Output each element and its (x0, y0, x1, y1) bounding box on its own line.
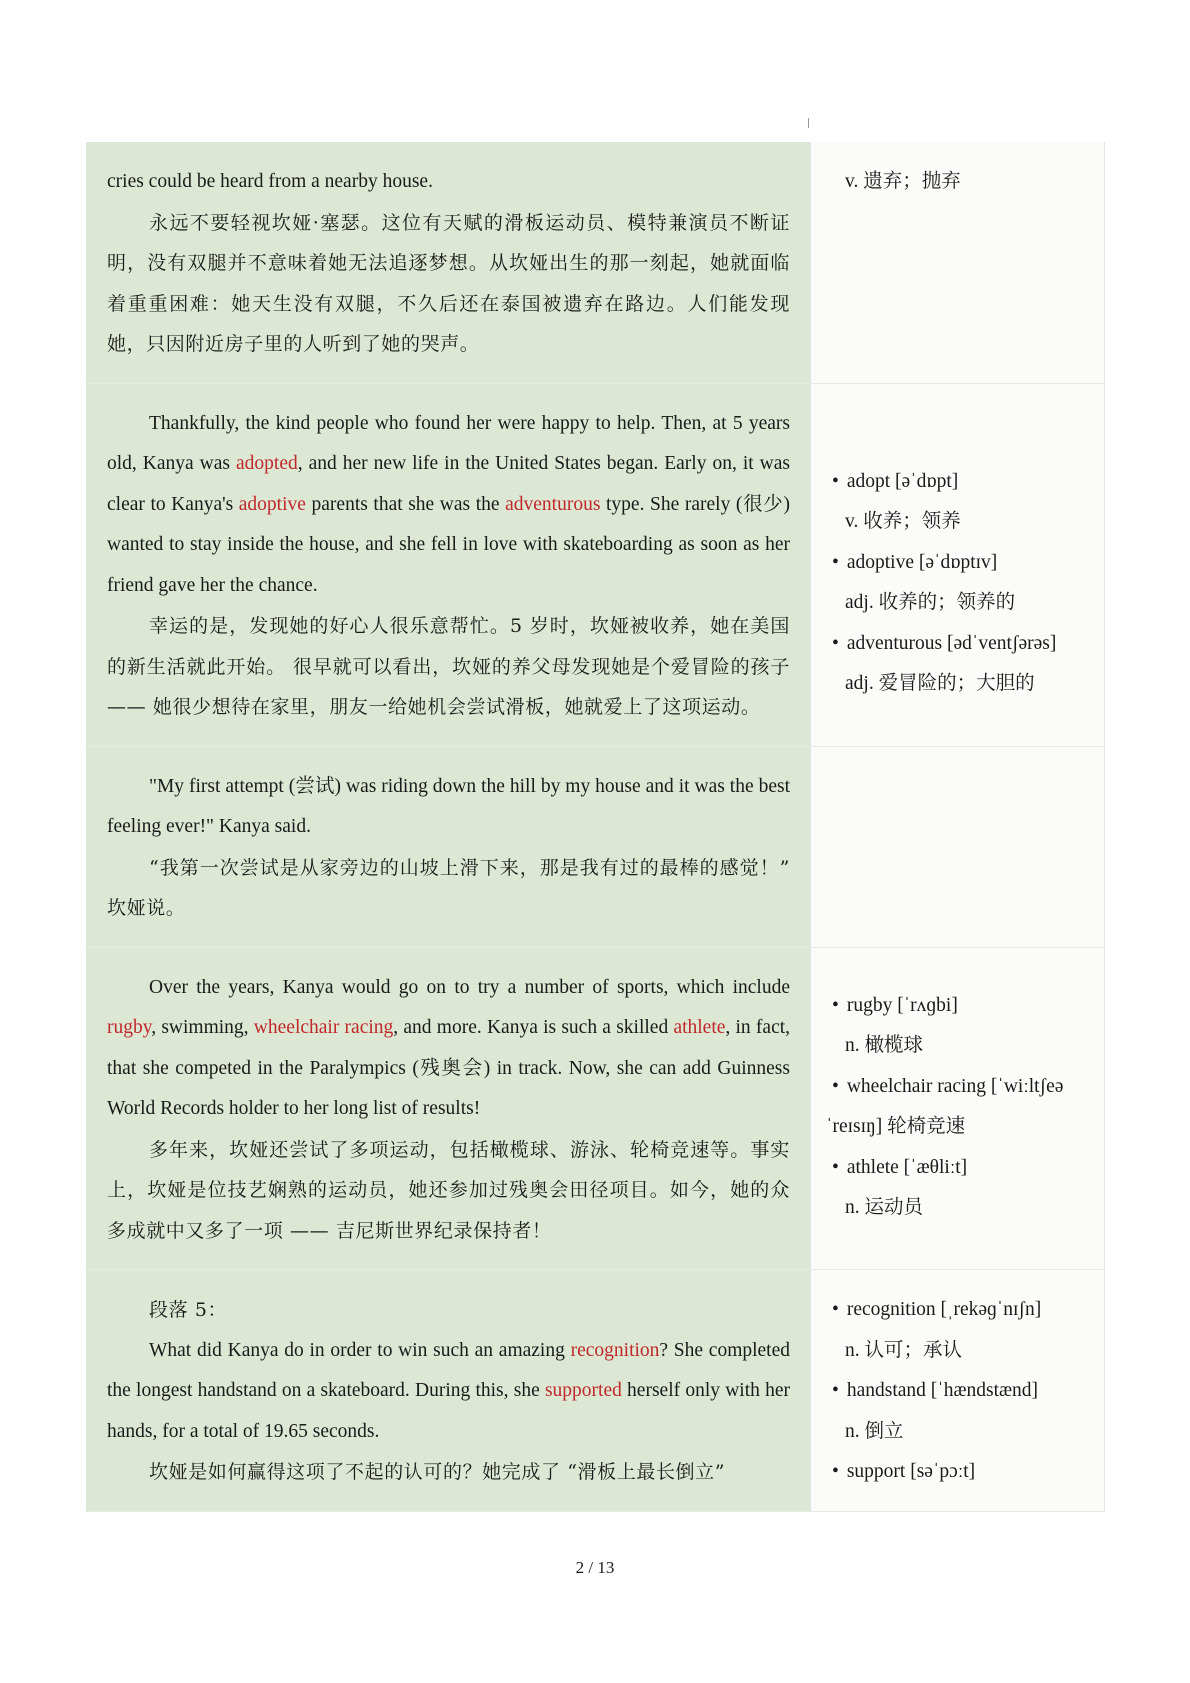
bilingual-reading-table (86, 142, 1105, 1512)
text-run: Over the years, Kanya would go on to try a number of sports, which include (149, 976, 790, 998)
passage-cell (86, 948, 810, 1270)
text-run: 段落 5： (149, 1299, 228, 1321)
vocab-text: n. 运动员 (845, 1197, 924, 1218)
english-paragraph (107, 162, 790, 203)
vocab-text: athlete [ˈæθliːt] (846, 1156, 968, 1178)
vocab-text: n. 倒立 (845, 1420, 904, 1442)
vocabulary-cell (810, 142, 1105, 383)
vocab-text: adj. 收养的；领养的 (845, 592, 1016, 613)
text-run: type. She rarely (很少) wanted to stay inside the house, and she fell in love with skateboarding as soon as her friend gave her the chance. (107, 493, 790, 596)
vocab-text: adopt [əˈdɒpt] (846, 470, 959, 492)
text-run: parents that she was the (305, 493, 506, 515)
vocab-definition (832, 1188, 1098, 1229)
vocab-text: n. 认可；承认 (845, 1339, 963, 1361)
highlighted-vocab-word: adventurous (505, 493, 601, 515)
vocab-entry (832, 543, 1098, 584)
passage-cell (86, 747, 810, 947)
highlighted-vocab-word: adopted (236, 453, 298, 474)
passage-cell (86, 142, 810, 383)
bullet-icon: • (832, 1299, 839, 1320)
text-run: Thankfully, the kind people who found her were happy to help. Then, at 5 years old, Kanya was (107, 412, 790, 474)
table-row (86, 747, 1105, 948)
table-row (86, 384, 1105, 747)
text-run: ? She completed the longest handstand on a skateboard. During this, she (107, 1339, 791, 1401)
text-run: 多年来，坎娅还尝试了多项运动，包括橄榄球、游泳、轮椅竞速等。事实上，坎娅是位技艺娴熟的运动员，她还参加过残奥会田径项目。如今，她的众多成就中又多了一项 —— 吉尼斯世界纪录保持者！ (107, 1138, 790, 1242)
bullet-icon: • (832, 994, 839, 1016)
vocab-entry (832, 624, 1098, 665)
vocab-definition (832, 1026, 1098, 1067)
english-paragraph (107, 1331, 790, 1453)
vocab-definition (832, 1412, 1098, 1453)
bullet-icon: • (832, 632, 839, 654)
vocab-entry (832, 1290, 1098, 1331)
chinese-paragraph (107, 606, 790, 728)
vocab-text: v. 收养；领养 (845, 511, 961, 532)
text-run: , and more. Kanya is such a skilled (393, 1017, 674, 1038)
english-paragraph (107, 404, 790, 607)
vocab-definition (826, 1107, 1098, 1148)
text-run: , in fact, that she competed in the Paralympics (残奥会) in track. Now, she can add Guinness World Records holder to her long list of results! (107, 1017, 791, 1119)
bullet-icon: • (832, 1075, 839, 1097)
text-run: 坎娅是如何赢得这项了不起的认可的？她完成了 “滑板上最长倒立” (149, 1461, 726, 1483)
page-number: 2 / 13 (575, 1558, 615, 1577)
english-paragraph (107, 968, 790, 1130)
chinese-paragraph (107, 1130, 790, 1252)
vocab-entry (832, 462, 1098, 503)
vocab-text: ˈreɪsɪŋ] 轮椅竞速 (826, 1116, 966, 1137)
vocab-entry (832, 1371, 1098, 1412)
text-run: What did Kanya do in order to win such an amazing (149, 1339, 571, 1361)
highlighted-vocab-word: supported (544, 1380, 622, 1401)
passage-cell (86, 384, 810, 746)
highlighted-vocab-word: rugby (107, 1017, 152, 1038)
chinese-paragraph (107, 1290, 790, 1331)
text-run: cries could be heard from a nearby house. (107, 171, 433, 192)
highlighted-vocab-word: wheelchair racing (253, 1017, 394, 1038)
text-run: “我第一次尝试是从家旁边的山坡上滑下来，那是我有过的最棒的感觉！” 坎娅说。 (107, 856, 790, 919)
table-row (86, 948, 1105, 1271)
vocab-entry (832, 986, 1098, 1027)
chinese-paragraph (107, 203, 790, 365)
chinese-paragraph (107, 1452, 790, 1493)
vocab-definition (832, 583, 1098, 624)
bullet-icon: • (832, 1461, 839, 1482)
vocab-text: support [səˈpɔːt] (846, 1461, 976, 1482)
vocab-text: adj. 爱冒险的；大胆的 (845, 673, 1035, 694)
bullet-icon: • (832, 470, 839, 492)
vocab-definition (832, 1331, 1098, 1372)
vocab-text: handstand [ˈhændstænd] (846, 1380, 1039, 1401)
page-tick-mark (808, 118, 809, 128)
vocab-text: adventurous [ədˈventʃərəs] (846, 632, 1057, 654)
vocabulary-cell (810, 948, 1105, 1270)
vocab-text: wheelchair racing [ˈwiːltʃeə (846, 1075, 1064, 1097)
highlighted-vocab-word: athlete (673, 1017, 726, 1038)
vocabulary-cell (810, 384, 1105, 746)
bullet-icon: • (832, 1156, 839, 1178)
english-paragraph (107, 767, 790, 848)
vocab-definition (832, 664, 1098, 705)
bullet-icon: • (832, 1380, 839, 1401)
vocab-text: v. 遗弃；抛弃 (845, 171, 961, 192)
chinese-paragraph (107, 848, 790, 929)
vocab-entry (832, 1067, 1098, 1108)
bullet-icon: • (832, 551, 839, 573)
vocab-text: n. 橄榄球 (845, 1035, 924, 1056)
vocab-definition (832, 502, 1098, 543)
vocabulary-cell (810, 1270, 1105, 1511)
vocab-text: rugby [ˈrʌɡbi] (846, 994, 958, 1016)
text-run: 永远不要轻视坎娅·塞瑟。这位有天赋的滑板运动员、模特兼演员不断证明，没有双腿并不意味着她无法追逐梦想。从坎娅出生的那一刻起，她就面临着重重困难：她天生没有双腿，不久后还在泰国被遗弃在路边。人们能发现她，只因附近房子里的人听到了她的哭声。 (107, 211, 790, 355)
text-run: "My first attempt (尝试) was riding down the hill by my house and it was the best feeling ever!" Kanya said. (107, 775, 790, 837)
text-run: 幸运的是，发现她的好心人很乐意帮忙。5 岁时，坎娅被收养，她在美国的新生活就此开始。 很早就可以看出，坎娅的养父母发现她是个爱冒险的孩子 —— 她很少想待在家里，朋友一给她机会尝试滑板，她就爱上了这项运动。 (107, 615, 790, 718)
passage-cell (86, 1270, 810, 1511)
vocab-definition (832, 162, 1098, 203)
text-run: herself only with her hands, for a total of 19.65 seconds. (107, 1380, 790, 1442)
text-run: , and her new life in the United States began. Early on, it was clear to Kanya's (107, 453, 790, 515)
highlighted-vocab-word: adoptive (238, 493, 306, 515)
highlighted-vocab-word: recognition (570, 1339, 660, 1361)
vocabulary-cell (810, 747, 1105, 947)
vocab-entry (832, 1452, 1098, 1493)
vocab-text: adoptive [əˈdɒptɪv] (846, 551, 998, 573)
vocab-entry (832, 1148, 1098, 1189)
vocab-text: recognition [ˌrekəɡˈnɪʃn] (846, 1299, 1042, 1320)
table-row (86, 1270, 1105, 1512)
text-run: , swimming, (151, 1017, 254, 1038)
table-row (86, 142, 1105, 384)
